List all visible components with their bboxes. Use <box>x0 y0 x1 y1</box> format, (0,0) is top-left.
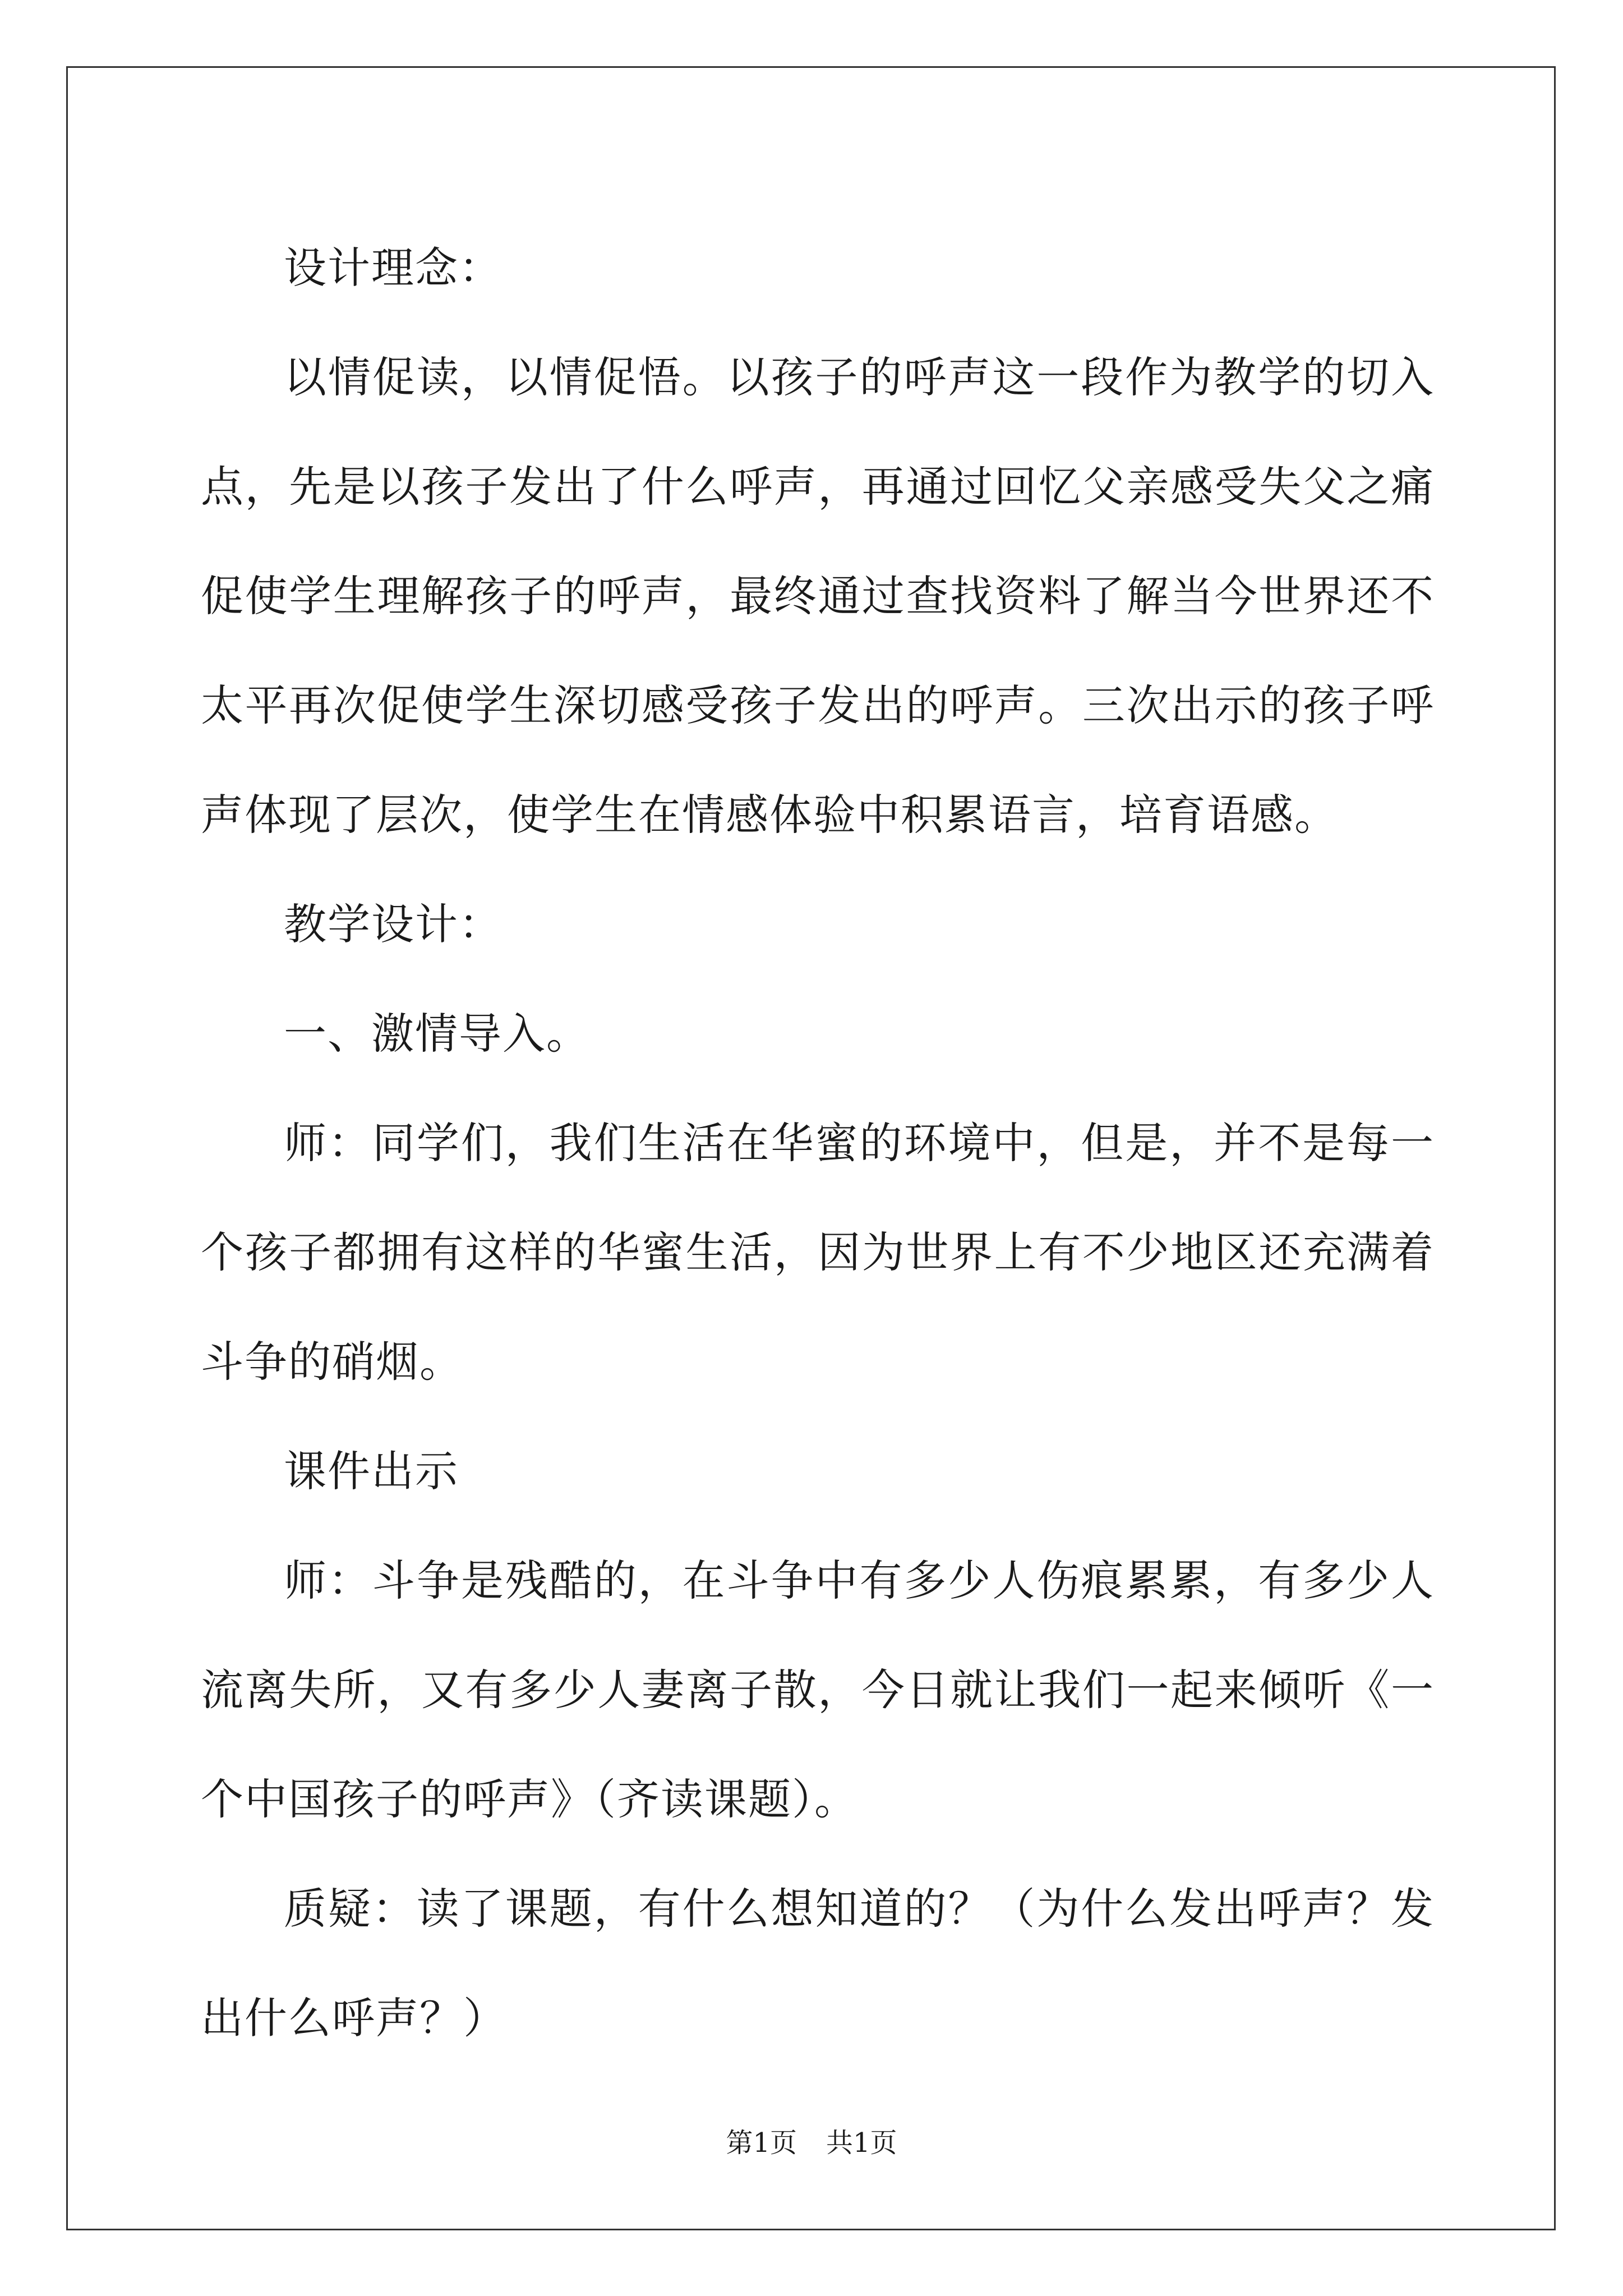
paragraph-teacher-intro: 师：同学们，我们生活在华蜜的环境中，但是，并不是每一个孩子都拥有这样的华蜜生活，因为世界上有不少地区还充满着斗争的硝烟。 <box>201 1118 1435 1387</box>
paragraph-section-one-heading: 一、激情导入。 <box>284 1009 590 1059</box>
page-number-current: 第1页 <box>726 2127 797 2159</box>
document-body <box>201 213 1435 2073</box>
page-footer <box>0 2126 1623 2160</box>
paragraph-teaching-design-heading: 教学设计： <box>284 899 502 949</box>
paragraph-question: 质疑：读了课题，有什么想知道的？（为什么发出呼声？发出什么呼声？） <box>201 1884 1435 2043</box>
paragraph-design-concept-heading: 设计理念： <box>284 243 502 293</box>
paragraph-teacher-war: 师：斗争是残酷的，在斗争中有多少人伤痕累累，有多少人流离失所，又有多少人妻离子散，今日就让我们一起来倾听《一个中国孩子的呼声》（齐读课题）。 <box>201 1556 1435 1824</box>
paragraph-courseware-show: 课件出示 <box>284 1446 459 1496</box>
page-number-total: 共1页 <box>826 2127 897 2159</box>
paragraph-design-concept-text: 以情促读，以情促悟。以孩子的呼声这一段作为教学的切入点，先是以孩子发出了什么呼声，再通过回忆父亲感受失父之痛促使学生理解孩子的呼声，最终通过查找资料了解当今世界还不太平再次促使学生深切感受孩子发出的呼声。三次出示的孩子呼声体现了层次，使学生在情感体验中积累语言，培育语感。 <box>201 352 1435 840</box>
